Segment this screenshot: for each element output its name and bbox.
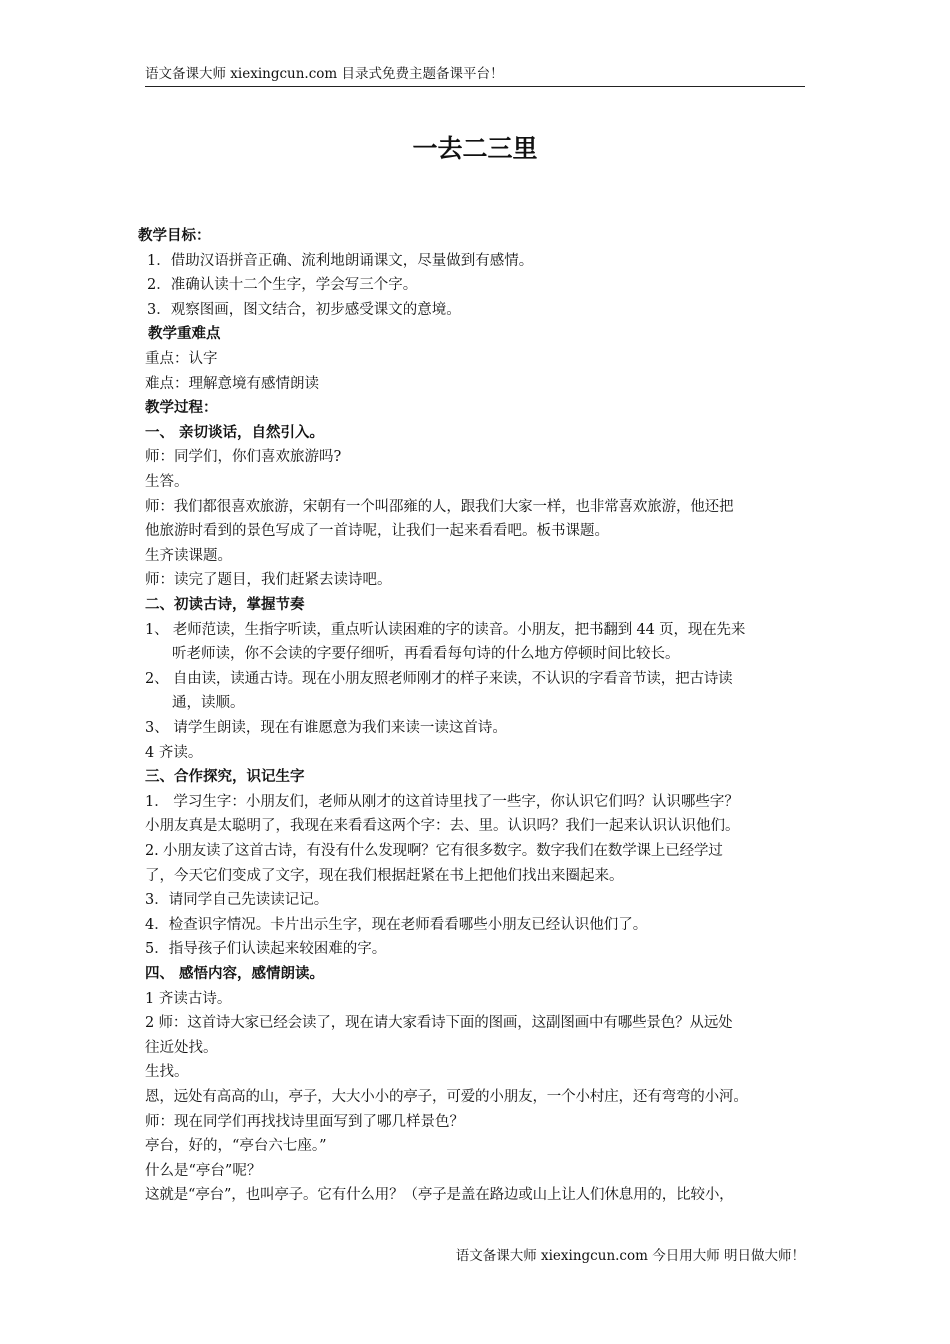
section-heading: 教学过程： (145, 400, 218, 417)
text-line: 恩，远处有高高的山，亭子，大大小小的亭子，可爱的小朋友，一个小村庄，还有弯弯的小河。 (145, 1089, 748, 1105)
text-line: 通，读顺。 (172, 695, 245, 712)
text-line: 生答。 (145, 474, 189, 490)
section-heading: 教学重难点 (148, 326, 221, 343)
text-line: 他旅游时看到的景色写成了一首诗呢，让我们一起来看看吧。板书课题。 (145, 523, 609, 540)
text-line: 师：同学们，你们喜欢旅游吗? (145, 449, 342, 466)
text-line: 师：现在同学们再找找诗里面写到了哪几样景色？ (145, 1113, 464, 1130)
text-line: 听老师读，你不会读的字要仔细听，再看看每句诗的什么地方停顿时间比较长。 (172, 646, 680, 663)
text-line: 3．请同学自己先读读记记。 (145, 892, 329, 909)
page-footer: 语文备课大师 xiexingcun.com 今日用大师 明日做大师！ (455, 1248, 805, 1264)
text-line: 1、 老师范读，生指字听读，重点听认读困难的字的读音。小朋友，把书翻到 44 页，现在先来 (145, 621, 746, 638)
text-line: 师：读完了题目，我们赶紧去读诗吧。 (145, 572, 392, 589)
section-heading: 二、初读古诗，掌握节奏 (145, 597, 305, 613)
text-line: 这就是“亭台”，也叫亭子。它有什么用？（亭子是盖在路边或山上让人们休息用的，比较小， (145, 1187, 734, 1204)
text-line: 3、 请学生朗读，现在有谁愿意为我们来读一读这首诗。 (145, 720, 507, 736)
section-heading: 四、 感悟内容，感情朗读。 (145, 966, 325, 982)
text-line: 1．借助汉语拼音正确、流利地朗诵课文，尽量做到有感情。 (147, 252, 534, 269)
text-line: 5．指导孩子们认读起来较困难的字。 (145, 941, 387, 958)
section-heading: 一、 亲切谈话，自然引入。 (145, 424, 325, 441)
page-header: 语文备课大师 xiexingcun.com 目录式免费主题备课平台！ (145, 64, 805, 87)
text-line: 生找。 (145, 1064, 189, 1081)
text-line: 小朋友真是太聪明了，我现在来看看这两个字：去、里。认识吗？我们一起来认识认识他们。 (145, 818, 740, 835)
text-line: 亭台，好的，“亭台六七座。” (145, 1138, 327, 1155)
text-line: 4．检查识字情况。卡片出示生字，现在老师看看哪些小朋友已经认识他们了。 (145, 916, 648, 933)
text-line: 2 师：这首诗大家已经会读了，现在请大家看诗下面的图画，这副图画中有哪些景色？从远处 (145, 1015, 733, 1032)
section-heading: 三、合作探究，识记生字 (145, 769, 305, 786)
document-title: 一去二三里 (412, 134, 538, 163)
text-line: 4 齐读。 (145, 744, 203, 761)
text-line: 往近处找。 (145, 1039, 218, 1056)
text-line: 什么是“亭台”呢？ (145, 1162, 262, 1179)
text-line: 生齐读课题。 (145, 547, 232, 564)
text-line: 2、 自由读，读通古诗。现在小朋友照老师刚才的样子来读，不认识的字看音节读，把古诗读 (145, 670, 733, 687)
text-line: 1 齐读古诗。 (145, 990, 232, 1007)
text-line: 重点：认字 (145, 351, 218, 367)
text-line: 师：我们都很喜欢旅游，宋朝有一个叫邵雍的人，跟我们大家一样，也非常喜欢旅游，他还把 (145, 498, 734, 515)
section-heading: 教学目标： (138, 228, 211, 244)
text-line: 3．观察图画，图文结合，初步感受课文的意境。 (147, 301, 461, 318)
text-line: 了，今天它们变成了文字，现在我们根据赶紧在书上把他们找出来圈起来。 (145, 867, 624, 884)
text-line: 1． 学习生字：小朋友们，老师从刚才的这首诗里找了一些字，你认识它们吗？认识哪些字？ (145, 793, 739, 810)
text-line: 2. 小朋友读了这首古诗，有没有什么发现啊？它有很多数字。数字我们在数学课上已经学过 (145, 843, 723, 859)
text-line: 难点：理解意境有感情朗读 (145, 375, 319, 392)
text-line: 2．准确认读十二个生字，学会写三个字。 (147, 277, 418, 294)
